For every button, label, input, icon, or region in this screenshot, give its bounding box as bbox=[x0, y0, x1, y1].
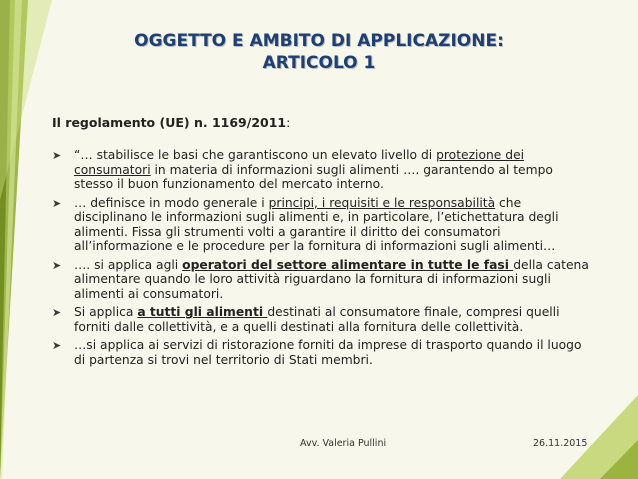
list-item bbox=[50, 305, 590, 334]
intro-text bbox=[52, 115, 290, 130]
footer-author: Avv. Valeria Pullini bbox=[300, 438, 387, 449]
arrow-right-icon: ➤ bbox=[52, 149, 62, 162]
bullet-text-rest: in materia di informazioni sugli alimenti …. garantendo al tempo stesso il buon funzionamento del mercato interno. bbox=[74, 162, 553, 191]
bullet-text-rest: della catena alimentare quando le loro attività riguardano la fornitura di informazioni sugli alimenti ai consumatori. bbox=[74, 257, 589, 301]
arrow-right-icon: ➤ bbox=[52, 339, 62, 352]
list-item bbox=[50, 258, 590, 302]
bullet-text: “… stabilisce le basi che garantiscono un elevato livello di bbox=[74, 148, 437, 162]
bullet-text-rest: che disciplinano le informazioni sugli alimenti e, in particolare, l’etichettatura degli alimenti. Fissa gli strumenti volti a garantire il diritto dei consumatori all’informazione e le procedure per la fornitura di informazioni sugli alimenti… bbox=[74, 195, 559, 253]
arrow-right-icon: ➤ bbox=[52, 196, 62, 210]
bullet-text: …. si applica agli bbox=[74, 257, 183, 272]
footer-date: 26.11.2015 bbox=[533, 438, 588, 449]
bullet-highlight: principi, i requisiti e le responsabilità bbox=[268, 195, 496, 210]
arrow-right-icon: ➤ bbox=[52, 258, 62, 272]
bullet-highlight: a tutti gli alimenti bbox=[137, 305, 268, 319]
bullet-text: …si applica ai servizi di ristorazione forniti da imprese di trasporto quando il luogo di partenza si trovi nel territorio di Stati membri. bbox=[74, 338, 582, 367]
bullet-text-rest: destinati al consumatore finale, compresi quelli forniti dalle collettività, e a quelli destinati alla fornitura delle collettività. bbox=[74, 305, 560, 334]
list-item bbox=[50, 338, 590, 367]
list-item bbox=[50, 196, 590, 254]
arrow-right-icon: ➤ bbox=[52, 306, 62, 319]
title-line-1: OGGETTO E AMBITO DI APPLICAZIONE: bbox=[134, 31, 504, 51]
bullet-highlight: protezione dei consumatori bbox=[74, 148, 525, 177]
list-item bbox=[50, 148, 590, 192]
bullet-highlight: operatori del settore alimentare in tutte le fasi bbox=[182, 257, 514, 272]
intro-colon: : bbox=[286, 115, 291, 130]
bullet-text: Si applica bbox=[74, 305, 138, 319]
bullet-text: … definisce in modo generale i bbox=[74, 195, 269, 210]
intro-label: Il regolamento (UE) n. 1169/2011 bbox=[52, 115, 287, 130]
title-line-2: ARTICOLO 1 bbox=[262, 53, 376, 73]
bullet-list bbox=[50, 148, 590, 371]
slide-title bbox=[0, 30, 638, 74]
